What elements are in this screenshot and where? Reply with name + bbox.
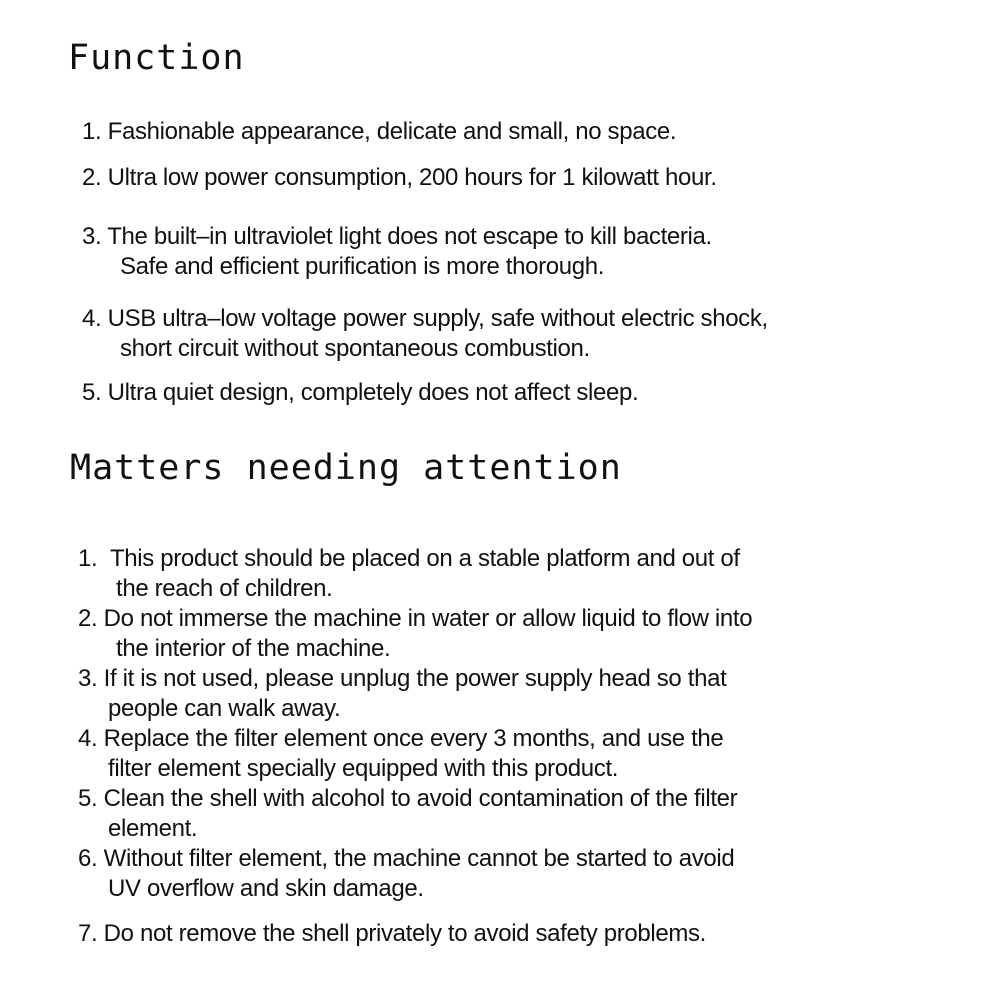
function-item-text: USB ultra–low voltage power supply, safe without electric shock, [107, 305, 768, 332]
function-item-number: 2. [82, 164, 102, 191]
attention-item-text: Without filter element, the machine cannot be started to avoid [103, 845, 735, 872]
function-item-continuation: short circuit without spontaneous combustion. [120, 335, 590, 362]
attention-item-continuation: people can walk away. [108, 695, 341, 722]
attention-item-line [78, 919, 706, 949]
attention-item-number: 4. [78, 725, 98, 752]
attention-heading: Matters needing attention [70, 448, 622, 488]
attention-item-text: Clean the shell with alcohol to avoid contamination of the filter [103, 785, 738, 812]
function-item-number: 1. [82, 118, 102, 145]
function-heading: Function [68, 38, 245, 78]
attention-item-text: Do not immerse the machine in water or allow liquid to flow into [103, 605, 753, 632]
function-item-text: Ultra low power consumption, 200 hours for 1 kilowatt hour. [107, 164, 717, 191]
attention-item-line [78, 664, 726, 694]
attention-item-number: 7. [78, 920, 98, 947]
function-item-number: 4. [82, 305, 102, 332]
attention-item-text: If it is not used, please unplug the power supply head so that [103, 665, 727, 692]
function-item-continuation: Safe and efficient purification is more thorough. [120, 253, 605, 280]
function-item-line [82, 117, 676, 147]
function-item-line [82, 378, 638, 408]
function-item-text: Ultra quiet design, completely does not affect sleep. [107, 379, 639, 406]
attention-item-continuation: the reach of children. [116, 575, 333, 602]
attention-item-continuation: element. [108, 815, 198, 842]
function-item-line [82, 163, 717, 193]
attention-item-number: 5. [78, 785, 98, 812]
function-item-line [82, 304, 768, 334]
attention-item-text: Do not remove the shell privately to avoid safety problems. [103, 920, 706, 947]
attention-item-line [78, 544, 740, 574]
attention-item-line [78, 784, 737, 814]
function-item-line [82, 222, 712, 252]
attention-item-continuation: the interior of the machine. [116, 635, 391, 662]
attention-item-text: This product should be placed on a stable platform and out of [109, 545, 740, 572]
attention-item-continuation: UV overflow and skin damage. [108, 875, 424, 902]
attention-item-line [78, 604, 752, 634]
function-item-number: 5. [82, 379, 102, 406]
function-item-text: The built–in ultraviolet light does not escape to kill bacteria. [107, 223, 712, 250]
attention-item-text: Replace the filter element once every 3 months, and use the [103, 725, 724, 752]
attention-item-number: 1. [78, 545, 98, 572]
attention-item-number: 2. [78, 605, 98, 632]
attention-item-number: 6. [78, 845, 98, 872]
attention-item-number: 3. [78, 665, 98, 692]
attention-item-line [78, 724, 723, 754]
attention-item-continuation: filter element specially equipped with this product. [108, 755, 619, 782]
attention-item-line [78, 844, 734, 874]
function-item-text: Fashionable appearance, delicate and small, no space. [107, 118, 677, 145]
function-item-number: 3. [82, 223, 102, 250]
